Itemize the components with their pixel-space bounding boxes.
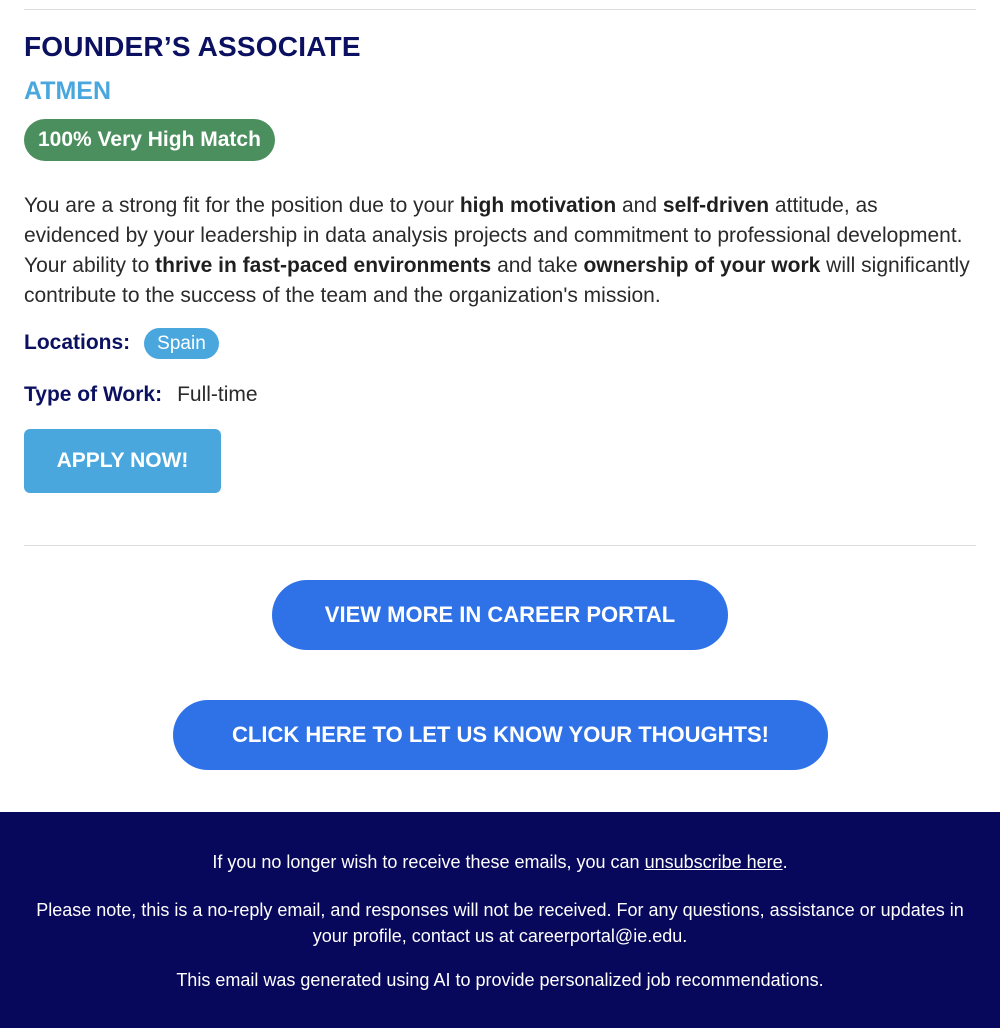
work-type-label: Type of Work: bbox=[24, 383, 163, 406]
email-footer bbox=[0, 812, 1000, 1028]
unsubscribe-notice bbox=[0, 849, 1000, 875]
description-segment: will significantly contribute to the success of the team and the organization's mission. bbox=[24, 254, 970, 307]
work-type-row bbox=[24, 379, 976, 411]
description-highlight: thrive in fast-paced environments bbox=[155, 254, 492, 277]
apply-now-button[interactable]: APPLY NOW! bbox=[24, 429, 221, 493]
job-card bbox=[24, 30, 976, 493]
unsubscribe-suffix: . bbox=[782, 852, 788, 872]
section-divider bbox=[24, 545, 976, 546]
locations-label: Locations: bbox=[24, 331, 131, 354]
job-description bbox=[24, 191, 976, 311]
ai-disclaimer: This email was generated using AI to provide personalized job recommendations. bbox=[176, 970, 824, 990]
description-highlight: self-driven bbox=[662, 194, 770, 217]
unsubscribe-prefix: If you no longer wish to receive these emails, you can bbox=[212, 852, 645, 872]
work-type-value: Full-time bbox=[177, 383, 258, 406]
top-divider bbox=[24, 9, 976, 10]
description-highlight: high motivation bbox=[459, 194, 617, 217]
description-segment: and bbox=[616, 194, 663, 217]
description-segment: and take bbox=[491, 254, 584, 277]
match-badge: 100% Very High Match bbox=[24, 119, 275, 161]
description-segment: You are a strong fit for the position due to your bbox=[24, 194, 460, 217]
description-segment: attitude, as evidenced by your leadership in data analysis projects and commitment to professional development. Your ability to bbox=[24, 194, 963, 277]
job-title: FOUNDER’S ASSOCIATE bbox=[24, 31, 361, 62]
unsubscribe-link[interactable]: unsubscribe here bbox=[644, 852, 783, 872]
locations-row bbox=[24, 327, 976, 359]
company-name: ATMEN bbox=[24, 77, 112, 105]
feedback-button[interactable]: CLICK HERE TO LET US KNOW YOUR THOUGHTS! bbox=[173, 700, 828, 770]
location-pill: Spain bbox=[144, 328, 219, 359]
description-highlight: ownership of your work bbox=[583, 254, 821, 277]
no-reply-notice: Please note, this is a no-reply email, and responses will not be received. For any questions, assistance or updates in your profile, contact us at careerportal@ie.edu. bbox=[36, 900, 964, 946]
view-career-portal-button[interactable]: VIEW MORE IN CAREER PORTAL bbox=[272, 580, 728, 650]
